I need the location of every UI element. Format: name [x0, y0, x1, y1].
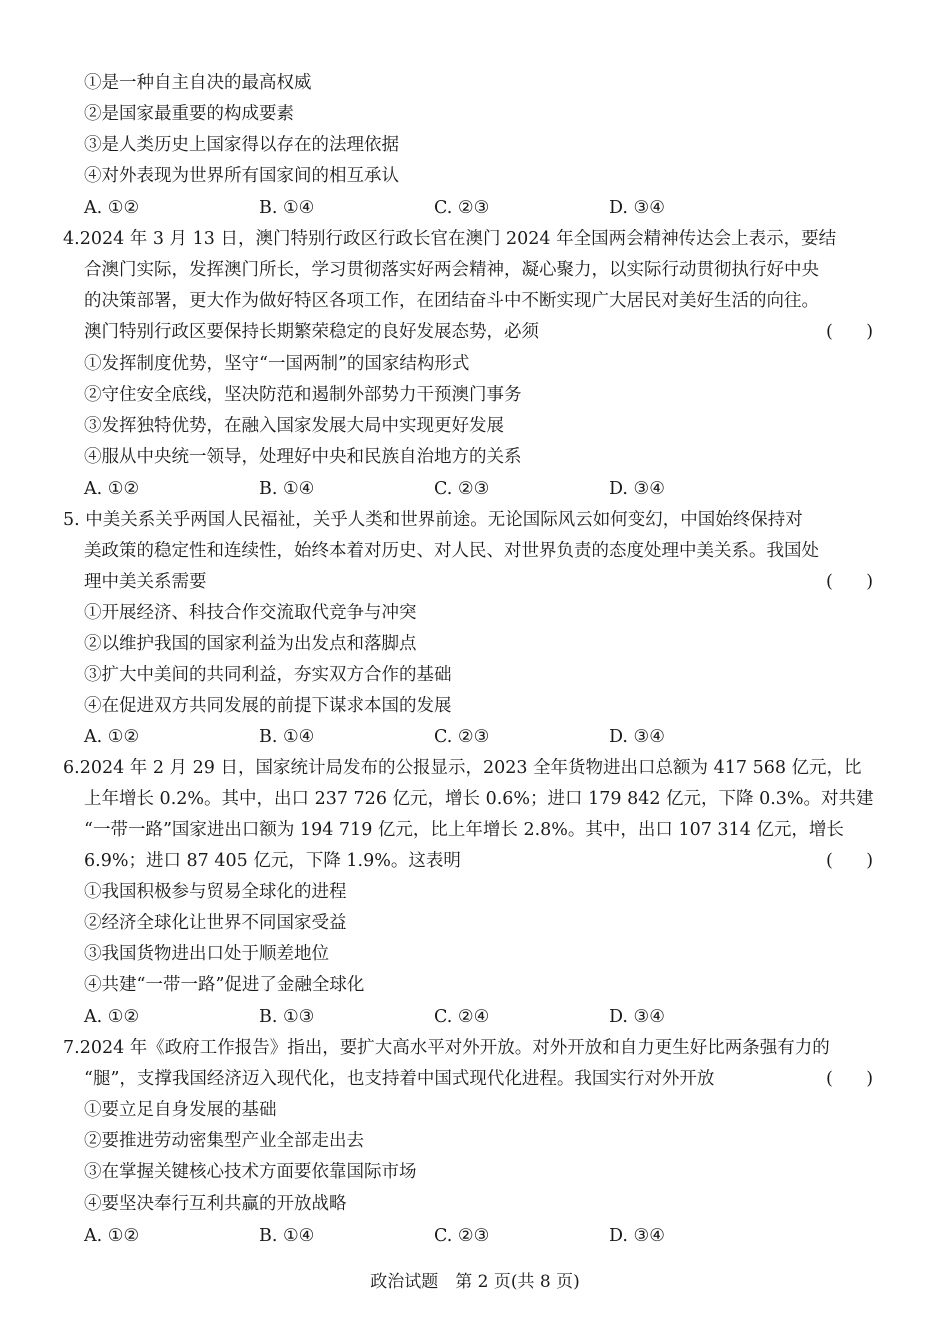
q3-item-4: ④对外表现为世界所有国家间的相互承认 [84, 166, 399, 186]
q4-item-1: ①发挥制度优势，坚守“一国两制”的国家结构形式 [84, 354, 470, 374]
q5-answer-blank: ( ) [826, 572, 874, 592]
q5-item-2: ②以维护我国的国家利益为出发点和落脚点 [84, 634, 417, 654]
q4-item-4: ④服从中央统一领导，处理好中央和民族自治地方的关系 [84, 447, 522, 467]
q6-choice-b: B. ①③ [259, 1007, 315, 1027]
q4-answer-blank: ( ) [826, 322, 874, 342]
page-footer: 政治试题 第 2 页(共 8 页) [370, 1272, 580, 1292]
q6-choice-c: C. ②④ [434, 1007, 490, 1027]
q4-stem-line-4: 澳门特别行政区要保持长期繁荣稳定的良好发展态势，必须 [84, 322, 539, 342]
q5-item-4: ④在促进双方共同发展的前提下谋求本国的发展 [84, 696, 452, 716]
q5-choice-c: C. ②③ [434, 727, 490, 747]
q5-choice-d: D. ③④ [609, 727, 665, 747]
q7-item-1: ①要立足自身发展的基础 [84, 1100, 277, 1120]
q4-stem-line-3: 的决策部署，更大作为做好特区各项工作，在团结奋斗中不断实现广大居民对美好生活的向往。 [84, 291, 819, 311]
q6-answer-blank: ( ) [826, 851, 874, 871]
q6-item-4: ④共建“一带一路”促进了金融全球化 [84, 975, 365, 995]
q7-answer-blank: ( ) [826, 1069, 874, 1089]
q4-choice-c: C. ②③ [434, 479, 490, 499]
q7-choice-c: C. ②③ [434, 1226, 490, 1246]
q6-item-1: ①我国积极参与贸易全球化的进程 [84, 882, 347, 902]
q6-stem-line-2: 上年增长 0.2%。其中，出口 237 726 亿元，增长 0.6%；进口 179 842 亿元，下降 0.3%。对共建 [84, 789, 874, 809]
q5-item-1: ①开展经济、科技合作交流取代竞争与冲突 [84, 603, 417, 623]
q5-choice-a: A. ①② [84, 727, 140, 747]
q5-stem-line-1: 5. 中美关系关乎两国人民福祉，关乎人类和世界前途。无论国际风云如何变幻，中国始终保持对 [63, 510, 803, 530]
q5-item-3: ③扩大中美间的共同利益，夯实双方合作的基础 [84, 665, 452, 685]
q3-choice-b: B. ①④ [259, 198, 315, 218]
q7-item-4: ④要坚决奉行互利共赢的开放战略 [84, 1194, 347, 1214]
q7-item-3: ③在掌握关键核心技术方面要依靠国际市场 [84, 1162, 417, 1182]
q6-choice-d: D. ③④ [609, 1007, 665, 1027]
q6-stem-line-1: 6.2024 年 2 月 29 日，国家统计局发布的公报显示，2023 全年货物进出口总额为 417 568 亿元，比 [63, 758, 862, 778]
q6-item-2: ②经济全球化让世界不同国家受益 [84, 913, 347, 933]
q4-choice-a: A. ①② [84, 479, 140, 499]
q7-item-2: ②要推进劳动密集型产业全部走出去 [84, 1131, 364, 1151]
q3-choice-c: C. ②③ [434, 198, 490, 218]
q3-item-3: ③是人类历史上国家得以存在的法理依据 [84, 135, 399, 155]
q4-item-2: ②守住安全底线，坚决防范和遏制外部势力干预澳门事务 [84, 385, 522, 405]
q6-stem-line-4: 6.9%；进口 87 405 亿元，下降 1.9%。这表明 [84, 851, 461, 871]
q3-item-1: ①是一种自主自决的最高权威 [84, 73, 312, 93]
q5-stem-line-2: 美政策的稳定性和连续性，始终本着对历史、对人民、对世界负责的态度处理中美关系。我国处 [84, 541, 819, 561]
q3-choice-a: A. ①② [84, 198, 140, 218]
q3-choice-d: D. ③④ [609, 198, 665, 218]
q4-choice-d: D. ③④ [609, 479, 665, 499]
q5-stem-line-3: 理中美关系需要 [84, 572, 207, 592]
q4-item-3: ③发挥独特优势，在融入国家发展大局中实现更好发展 [84, 416, 504, 436]
q7-choice-b: B. ①④ [259, 1226, 315, 1246]
q4-stem-line-2: 合澳门实际，发挥澳门所长，学习贯彻落实好两会精神，凝心聚力，以实际行动贯彻执行好中央 [84, 260, 819, 280]
q4-stem-line-1: 4.2024 年 3 月 13 日，澳门特别行政区行政长官在澳门 2024 年全国两会精神传达会上表示，要结 [63, 229, 837, 249]
q3-item-2: ②是国家最重要的构成要素 [84, 104, 294, 124]
q7-choice-d: D. ③④ [609, 1226, 665, 1246]
q5-choice-b: B. ①④ [259, 727, 315, 747]
q7-choice-a: A. ①② [84, 1226, 140, 1246]
q7-stem-line-1: 7.2024 年《政府工作报告》指出，要扩大高水平对外开放。对外开放和自力更生好比两条强有力的 [63, 1038, 830, 1058]
q7-stem-line-2: “腿”，支撑我国经济迈入现代化，也支持着中国式现代化进程。我国实行对外开放 [84, 1069, 715, 1089]
q4-choice-b: B. ①④ [259, 479, 315, 499]
q6-item-3: ③我国货物进出口处于顺差地位 [84, 944, 329, 964]
q6-stem-line-3: “一带一路”国家进出口额为 194 719 亿元，比上年增长 2.8%。其中，出口 107 314 亿元，增长 [84, 820, 844, 840]
q6-choice-a: A. ①② [84, 1007, 140, 1027]
